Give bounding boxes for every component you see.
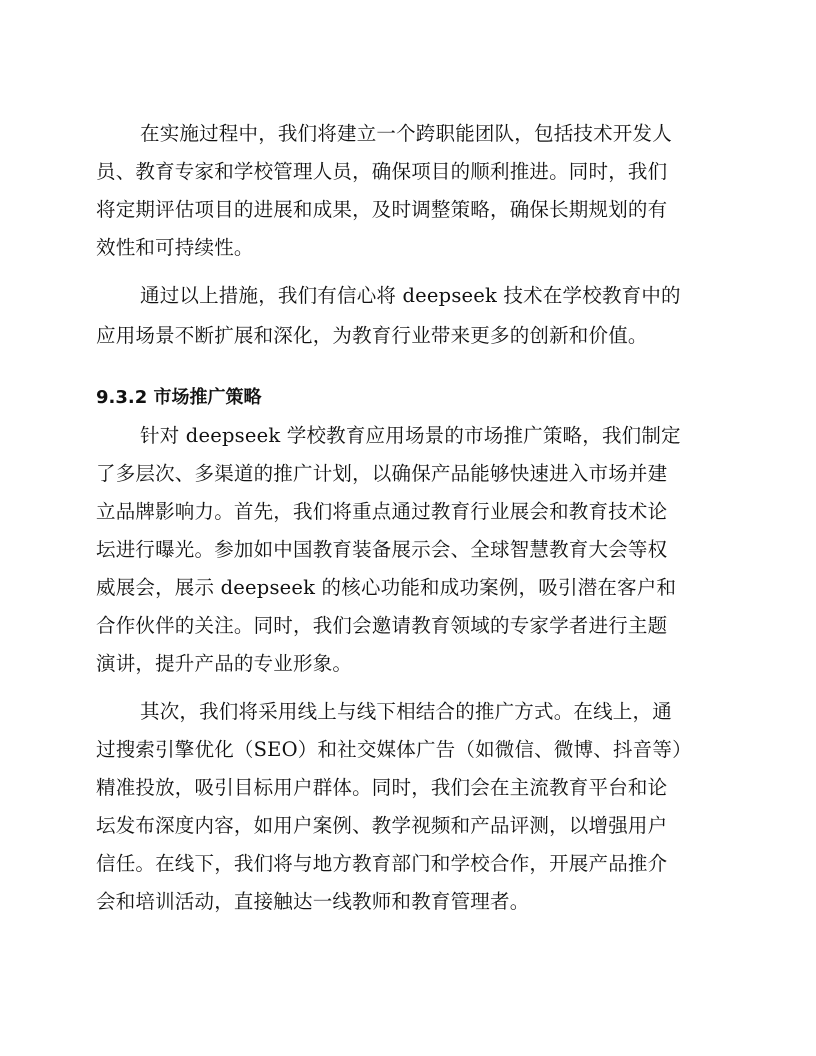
paragraph-3-line-6: 合作伙伴的关注。同时，我们会邀请教育领域的专家学者进行主题 (96, 614, 668, 637)
paragraph-1-line-1: 在实施过程中，我们将建立一个跨职能团队，包括技术开发人 (140, 122, 672, 145)
section-heading: 9.3.2 市场推广策略 (96, 387, 262, 408)
paragraph-3-line-7: 演讲，提升产品的专业形象。 (96, 652, 353, 675)
paragraph-4-line-6: 会和培训活动，直接触达一线教师和教育管理者。 (96, 890, 530, 913)
paragraph-3-line-3: 立品牌影响力。首先，我们将重点通过教育行业展会和教育技术论 (96, 500, 668, 523)
paragraph-3-line-5: 威展会，展示 deepseek 的核心功能和成功案例，吸引潜在客户和 (96, 576, 677, 599)
paragraph-1-line-4: 效性和可持续性。 (96, 236, 254, 259)
paragraph-1-line-3: 将定期评估项目的进展和成果，及时调整策略，确保长期规划的有 (96, 198, 668, 221)
paragraph-3-line-1: 针对 deepseek 学校教育应用场景的市场推广策略，我们制定 (140, 424, 681, 447)
paragraph-4-line-3: 精准投放，吸引目标用户群体。同时，我们会在主流教育平台和论 (96, 776, 668, 799)
paragraph-2-line-1: 通过以上措施，我们有信心将 deepseek 技术在学校教育中的 (140, 284, 681, 307)
paragraph-1-line-2: 员、教育专家和学校管理人员，确保项目的顺利推进。同时，我们 (96, 160, 668, 183)
paragraph-3-line-2: 了多层次、多渠道的推广计划，以确保产品能够快速进入市场并建 (96, 462, 668, 485)
paragraph-4-line-5: 信任。在线下，我们将与地方教育部门和学校合作，开展产品推介 (96, 852, 668, 875)
paragraph-4-line-1: 其次，我们将采用线上与线下相结合的推广方式。在线上，通 (140, 700, 672, 723)
paragraph-2-line-2: 应用场景不断扩展和深化，为教育行业带来更多的创新和价值。 (96, 324, 648, 347)
paragraph-3-line-4: 坛进行曝光。参加如中国教育装备展示会、全球智慧教育大会等权 (96, 538, 668, 561)
paragraph-4-line-4: 坛发布深度内容，如用户案例、教学视频和产品评测，以增强用户 (96, 814, 668, 837)
paragraph-4-line-2: 过搜索引擎优化（SEO）和社交媒体广告（如微信、微博、抖音等） (96, 738, 692, 761)
